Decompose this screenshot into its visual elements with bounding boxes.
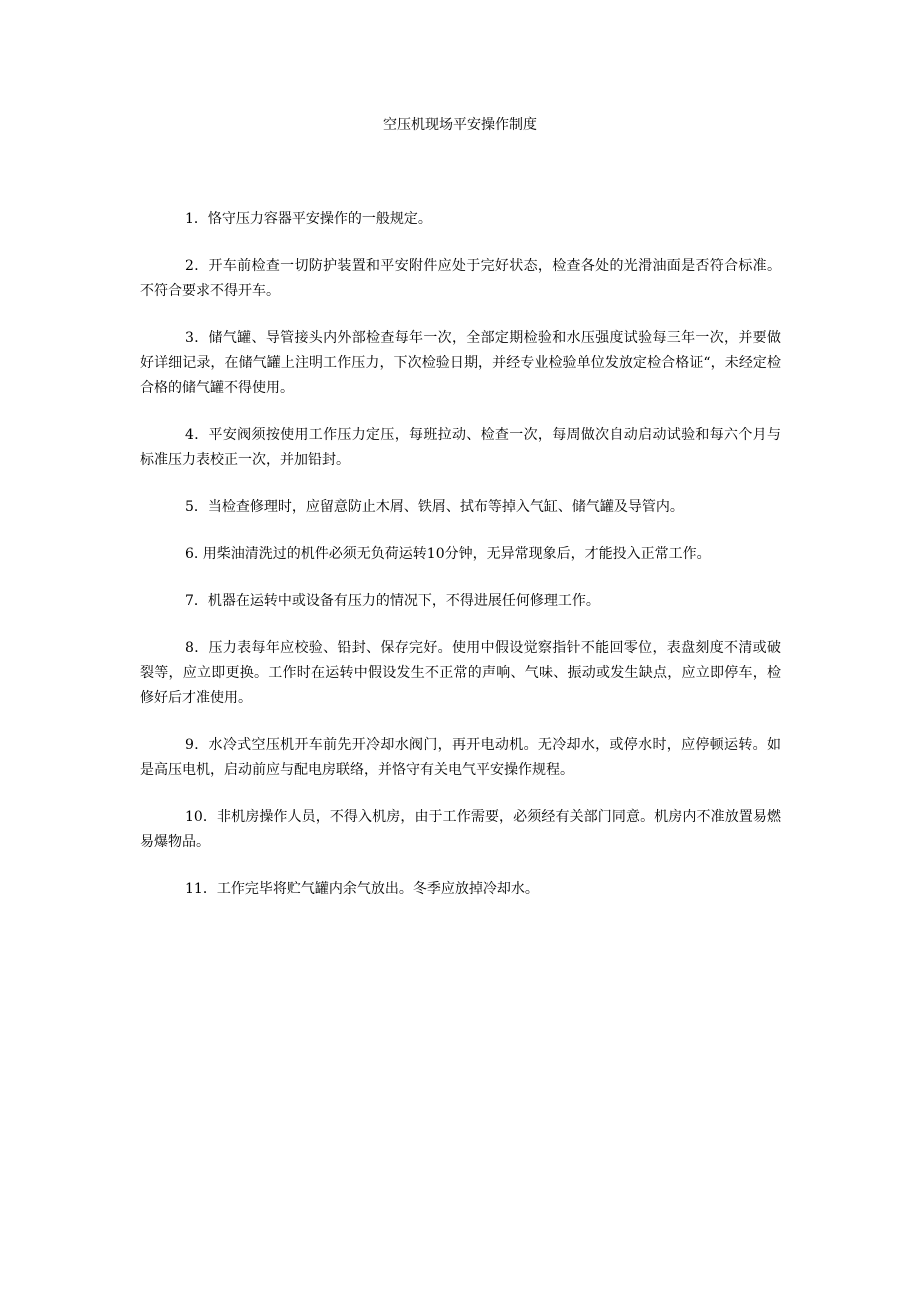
clause-2: 2．开车前检查一切防护装置和平安附件应处于完好状态，检查各处的光滑油面是否符合标准。不符合要求不得开车。 bbox=[140, 258, 781, 299]
clause-3: 3．储气罐、导管接头内外部检查每年一次，全部定期检验和水压强度试验每三年一次，并要做好详细记录，在储气罐上注明工作压力，下次检验日期，并经专业检验单位发放定检合格证“，未经定检合格的储气罐不得使用。 bbox=[140, 330, 781, 396]
clause-7: 7．机器在运转中或设备有压力的情况下，不得进展任何修理工作。 bbox=[185, 593, 600, 609]
clause-4: 4．平安阀须按使用工作压力定压，每班拉动、检查一次，每周做次自动启动试验和每六个月与标准压力表校正一次，并加铅封。 bbox=[140, 427, 781, 468]
clause-1: 1．恪守压力容器平安操作的一般规定。 bbox=[185, 211, 432, 227]
clause-5: 5．当检查修理时，应留意防止木屑、铁屑、拭布等掉入气缸、储气罐及导管内。 bbox=[185, 499, 684, 515]
clause-9: 9．水冷式空压机开车前先开冷却水阀门，再开电动机。无冷却水，或停水时，应停顿运转。如是高压电机，启动前应与配电房联络，并恪守有关电气平安操作规程。 bbox=[140, 737, 781, 778]
clause-11: 11．工作完毕将贮气罐内余气放出。冬季应放掉冷却水。 bbox=[185, 881, 539, 897]
clause-8: 8．压力表每年应校验、铅封、保存完好。使用中假设觉察指针不能回零位，表盘刻度不清或破裂等，应立即更换。工作时在运转中假设发生不正常的声响、气味、振动或发生缺点，应立即停车，检修好后才准使用。 bbox=[140, 640, 781, 706]
clause-10: 10．非机房操作人员，不得入机房，由于工作需要，必须经有关部门同意。机房内不准放置易燃易爆物品。 bbox=[140, 809, 781, 850]
page-title: 空压机现场平安操作制度 bbox=[383, 117, 537, 133]
clause-6: 6. 用柴油清洗过的机件必须无负荷运转10分钟，无异常现象后，才能投入正常工作。 bbox=[185, 546, 711, 562]
clause-list bbox=[140, 207, 781, 924]
